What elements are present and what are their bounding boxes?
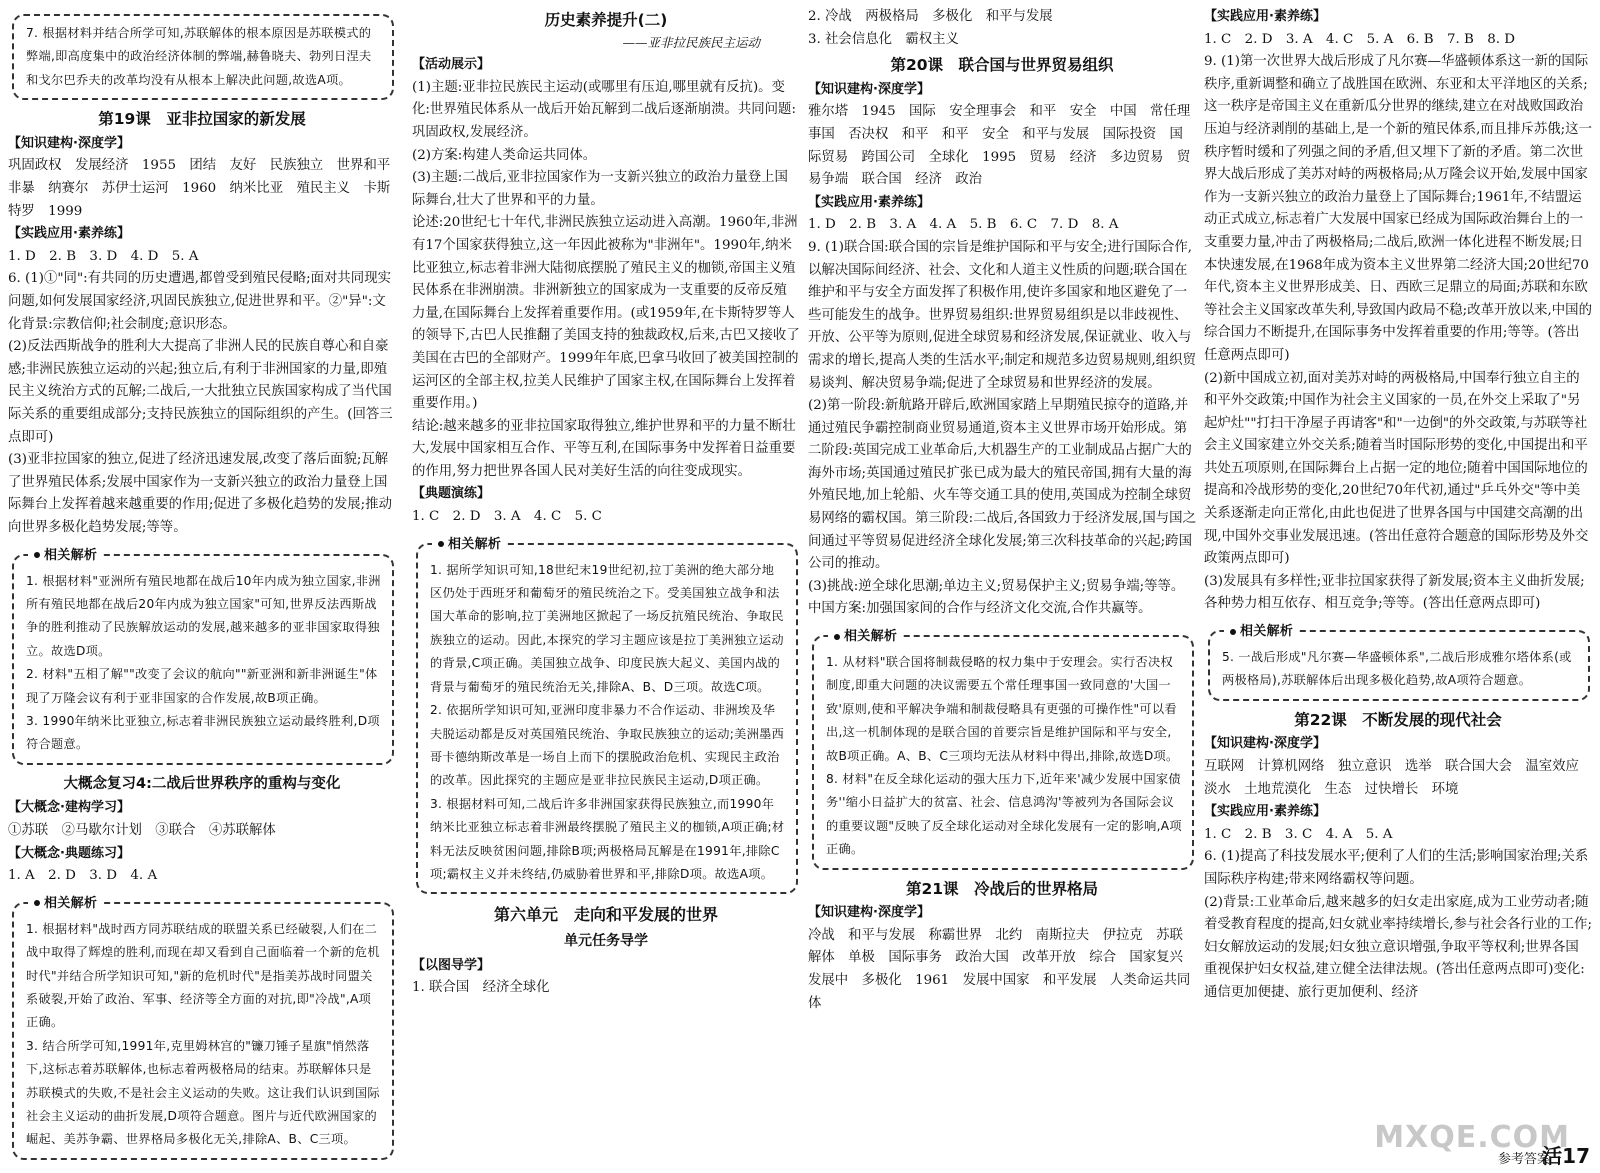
analysis-item: 1. 根据材料"亚洲所有殖民地都在战后10年内成为独立国家,非洲所有殖民地都在战后20年内成为独立国家"可知,世界反法西斯战争的胜利推动了民族解放运动的发展,越来越多的亚非国家取得独立。故选D项。 — [26, 573, 381, 658]
column-4 — [1204, 6, 1592, 1005]
section-activity: 【活动展示】 — [412, 57, 491, 73]
analysis-item: 1. 据所学知识可知,18世纪末19世纪初,拉丁美洲的绝大部分地区仍处于西班牙和葡萄牙的殖民统治之下。受美国独立战争和法国大革命的影响,拉丁美洲地区掀起了一场反抗殖民统治、争取民族独立的运动。因此,本探究的学习主题应该是拉丁美洲独立运动的背景,C项正确。美国独立战争、印度民族大起义、美国内战的背景与葡萄牙的殖民统治无关,排除A、B、D三项。故选C项。 — [430, 562, 784, 694]
section-knowledge: 【知识建构·深度学】 — [808, 905, 930, 921]
section-knowledge: 【知识建构·深度学】 — [8, 135, 130, 151]
column-3 — [808, 6, 1196, 1015]
analysis-item: 2. 材料"五相了解""改变了会议的航向""新亚洲和新非洲诞生"体现了万隆会议有利于亚非国家的合作发展,故B项正确。 — [26, 667, 378, 705]
analysis-item: 2. 依据所学知识可知,亚洲印度非暴力不合作运动、非洲埃及华夫脱运动都是反对英国殖民统治、争取民族独立的运动;美洲墨西哥卡德纳斯改革是一场自上而下的摆脱政治危机、实现民主政治的改革。因此探究的主题应是亚非拉民族民主运动,D项正确。 — [430, 703, 785, 788]
page-number: 活17 — [1542, 1144, 1590, 1168]
section-subtitle: ——亚非拉民族民主运动 — [622, 34, 760, 50]
section-practice: 【实践应用·素养练】 — [8, 226, 130, 242]
map-text: 1. 联合国 经济全球化 — [412, 980, 550, 996]
section-practice: 【实践应用·素养练】 — [1204, 9, 1326, 24]
question-9-part: (2)第一阶段:新航路开辟后,欧洲国家踏上早期殖民掠夺的道路,并通过殖民争霸控制商业贸易通道,资本主义世界市场开始形成。第二阶段:英国完成工业革命后,大机器生产的工业制成品占据广大的海外市场;英国通过殖民扩张已成为最大的殖民帝国,拥有大量的海外殖民地,加上轮船、火车等交通工具的使用,英国成为控制全球贸易网络的霸权国。第三阶段:二战后,各国致力于经济发展,国与国之间通过平等贸易促进经济全球化发展;第三次科技革命的兴起;跨国公司的推动。 — [808, 398, 1196, 572]
lesson-21-title: 第21课 冷战后的世界格局 — [905, 879, 1099, 898]
lesson-19-title: 第19课 亚非拉国家的新发展 — [98, 110, 306, 129]
section-big-concept-learn: 【大概念·建构学习】 — [8, 800, 130, 816]
answer-key: 1. C 2. D 3. A 4. C 5. A 6. B 7. B 8. D — [1204, 31, 1515, 47]
knowledge-text: 冷战 和平与发展 称霸世界 北约 南斯拉夫 伊拉克 苏联解体 单极 国际事务 政治大国 改革开放 综合 国家复兴 发展中 多极化 1961 发展中国家 和平发展 人类命运共同体 — [808, 927, 1197, 1011]
column-2 — [412, 6, 800, 1000]
analysis-box — [416, 536, 798, 895]
answer-key: 1. C 2. D 3. A 4. C 5. C — [412, 509, 602, 525]
question-9-part: 9. (1)第一次世界大战后形成了凡尔赛—华盛顿体系这一新的国际秩序,重新调整和确立了战胜国在欧洲、东亚和太平洋地区的关系;这一秩序是帝国主义在重新瓜分世界的继续,建立在对战败国政治压迫与经济剥削的基础上,是一个新的殖民体系,而且排斥苏俄;这一秩序暂时缓和了列强之间的矛盾,但又埋下了新的矛盾。第二次世界大战后形成了美苏对峙的两极格局;从万隆会议开始,发展中国家作为一支新兴独立的政治力量登上了国际舞台;1961年,不结盟运动正式成立,标志着广大发展中国家已经成为国际政治舞台上的一支重要力量,冲击了两极格局;二战后,欧洲一体化进程不断发展;日本快速发展,在1968年成为资本主义世界第二经济大国;20世纪70年代,资本主义世界形成美、日、西欧三足鼎立的局面;苏联和东欧等社会主义国家改革失利,导致国内政局不稳;改革开放以来,中国的综合国力不断提升,在国际事务中发挥着重要的作用;等等。(答出任意两点即可) — [1204, 54, 1592, 363]
activity-item: (1)主题:亚非拉民族民主运动(或哪里有压迫,哪里就有反抗)。变化:世界殖民体系从一战后开始瓦解到二战后逐渐崩溃。共同问题:巩固政权,发展经济。 — [412, 79, 796, 140]
analysis-item: 1. 从材料"联合国将制裁侵略的权力集中于安理会。实行否决权制度,即重大问题的决议需要五个常任理事国一致同意的'大国一致'原则,使和平解决争端和制裁侵略具有更强的可操作性"可以看出,这一机制体现的是联合国的首要宗旨是维护国际和平与安全,故B项正确。A、B、C三项均无法从材料中得出,排除,故选D项。 — [826, 655, 1179, 763]
question-6-part: (2)背景:工业革命后,越来越多的妇女走出家庭,成为工业劳动者;随着受教育程度的提高,妇女就业率持续增长,参与社会各行业的工作;妇女解放运动的发展;妇女独立意识增强,争取平等权利;世界各国重视保护妇女权益,建立健全法律法规。(答出任意两点即可)变化:通信更加便捷、旅行更加便利、经济 — [1204, 894, 1592, 1000]
question-9-part: (3)挑战:逆全球化思潮;单边主义;贸易保护主义;贸易争端;等等。中国方案:加强国家间的合作与经济文化交流,合作共赢等。 — [808, 578, 1185, 617]
analysis-item: 3. 结合所学可知,1991年,克里姆林宫的"镰刀锤子星旗"悄然落下,这标志着苏联解体,也标志着两极格局的结束。苏联解体只是苏联模式的失败,不是社会主义运动的失败。这让我们认识到国际社会主义运动的曲折发展,D项符合题意。图片与近代欧洲国家的崛起、美苏争霸、世界格局多极化无关,排除A、B、C三项。 — [26, 1038, 380, 1147]
big-concept-title: 大概念复习4:二战后世界秩序的重构与变化 — [63, 775, 341, 792]
bullet-icon — [34, 552, 40, 558]
bullet-icon — [1230, 629, 1236, 635]
analysis-label: 相关解析 — [844, 629, 898, 645]
knowledge-text: 雅尔塔 1945 国际 安全理事会 和平 安全 中国 常任理事国 否决权 和平 和平 安全 和平与发展 国际投资 国际贸易 跨国公司 全球化 1995 贸易 经济 多边贸易 贸易争端 联合国 经济 政治 — [808, 104, 1191, 188]
bullet-icon — [34, 900, 40, 906]
section-knowledge: 【知识建构·深度学】 — [808, 81, 930, 97]
unit-title: 第六单元 走向和平发展的世界 — [493, 905, 718, 925]
question-6-part: 6. (1)提高了科技发展水平;便利了人们的生活;影响国家治理;关系国际秩序构建;带来网络霸权等问题。 — [1204, 849, 1589, 887]
section-title: 历史素养提升(二) — [544, 11, 668, 29]
lesson-20-title: 第20课 联合国与世界贸易组织 — [890, 56, 1114, 75]
question-6-part-1: 6. (1)①"同":有共同的历史遭遇,都曾受到殖民侵略;面对共同现实问题,如何发展国家经济,巩固民族独立,促进世界和平。②"异":文化背景:宗教信仰;社会制度;意识形态。 — [8, 271, 391, 332]
answer-key: 1. D 2. B 3. A 4. A 5. B 6. C 7. D 8. A — [808, 217, 1119, 233]
big-concept-text: ①苏联 ②马歇尔计划 ③联合 ④苏联解体 — [8, 822, 276, 838]
answer-key: 1. C 2. B 3. C 4. A 5. A — [1204, 826, 1393, 842]
bullet-icon — [834, 634, 840, 640]
analysis-label: 相关解析 — [448, 536, 502, 552]
question-6-part-2: (2)反法西斯战争的胜利大大提高了非洲人民的民族自尊心和自豪感;非洲民族独立运动的兴起;独立后,有利于非洲国家的力量,即殖民主义统治方式的瓦解;二战后,一大批独立民族国家构成了当代国际关系的重要组成部分;支持民族独立的国际组织的产生。(回答三点即可) — [8, 339, 393, 445]
analysis-box — [812, 629, 1194, 870]
question-9-part: (2)新中国成立初,面对美苏对峙的两极格局,中国奉行独立自主的和平外交政策;中国作为社会主义国家的一员,在外交上采取了"另起炉灶""打扫干净屋子再请客"和"一边倒"的外交政策,与苏联等社会主义国家建立外交关系;随着当时国际形势的变化,中国提出和平共处五项原则,在国际舞台上占据一定的地位;随着中国国际地位的提高和冷战形势的变化,20世纪70年代初,通过"乒乓外交"等中美关系逐渐走向正常化,由此也促进了世界各国与中国建交高潮的出现,中国外交事业发展迅速。(答出任意符合题意的国际形势及外交政策两点即可) — [1204, 370, 1589, 567]
activity-item: (3)主题:二战后,亚非拉国家作为一支新兴独立的政治力量登上国际舞台,壮大了世界和平的力量。 — [412, 170, 788, 208]
lesson-22-title: 第22课 不断发展的现代社会 — [1294, 710, 1502, 729]
analysis-box — [1208, 624, 1590, 701]
unit-subtitle: 单元任务导学 — [564, 932, 648, 949]
question-9-part: 9. (1)联合国:联合国的宗旨是维护国际和平与安全;进行国际合作,以解决国际间经济、社会、文化和人道主义性质的问题;联合国在维护和平与安全方面发挥了积极作用,使许多国家和地区避免了一些可能发生的战争。世界贸易组织:世界贸易组织是以非歧视性、开放、公平等为原则,促进全球贸易和经济发展,保证就业、收入与需求的增长,提高人类的生活水平;制定和规范多边贸易规则,组织贸易谈判、解决贸易争端;促进了全球贸易和世界经济的发展。 — [808, 239, 1196, 391]
question-9-part: (3)发展具有多样性;亚非拉国家获得了新发展;资本主义曲折发展;各种势力相互依存、相互竞争;等等。(答出任意两点即可) — [1204, 573, 1585, 612]
question-6-part-3: (3)亚非拉国家的独立,促进了经济迅速发展,改变了落后面貌;瓦解了世界殖民体系;发展中国家作为一支新兴独立的政治力量登上国际舞台上发挥着越来越重要的作用;促进了多极化趋势的发展;推动向世界多极化趋势发展;等等。 — [8, 452, 392, 535]
analysis-item: 3. 1990年纳米比亚独立,标志着非洲民族独立运动最终胜利,D项符合题意。 — [26, 713, 380, 752]
watermark: MXQE.COM — [1374, 1120, 1570, 1155]
section-drill: 【典题演练】 — [412, 486, 491, 502]
activity-item: 结论:越来越多的亚非拉国家取得独立,维护世界和平的力量不断壮大,发展中国家相互合作、平等互利,在国际事务中发挥着日益重要的作用,努力把世界各国人民对美好生活的向往变成现实。 — [412, 418, 796, 479]
knowledge-text: 巩固政权 发展经济 1955 团结 友好 民族独立 世界和平 非暴 纳赛尔 苏伊士运河 1960 纳米比亚 殖民主义 卡斯特罗 1999 — [8, 158, 404, 219]
section-practice: 【实践应用·素养练】 — [808, 194, 930, 210]
analysis-item: 8. 材料"在反全球化运动的强大压力下,近年来'减少发展中国家债务''缩小日益扩大的贫富、社会、信息鸿沟'等被列为各国际会议的重要议题"反映了反全球化运动对全球化发展有一定的影响,A项正确。 — [826, 772, 1182, 857]
section-map: 【以图导学】 — [412, 957, 491, 973]
analysis-label: 相关解析 — [1240, 624, 1294, 640]
analysis-item: 7. 根据材料并结合所学可知,苏联解体的根本原因是苏联模式的弊端,即高度集中的政治经济体制的弊端,赫鲁晓夫、勃列日涅夫和戈尔巴乔夫的改革均没有从根本上解决此问题,故选A项。 — [26, 26, 372, 87]
activity-item: 论述:20世纪七十年代,非洲民族独立运动进入高潮。1960年,非洲有17个国家获得独立,这一年因此被称为"非洲年"。1990年,纳米比亚独立,标志着非洲大陆彻底摆脱了殖民主义的枷锁,帝国主义殖民体系在非洲崩溃。非洲新独立的国家成为一支重要的反帝反殖力量,在国际舞台上发挥着重要作用。(或1959年,在卡斯特罗等人的领导下,古巴人民推翻了美国支持的独裁政权,后来,古巴又接收了美国在古巴的全部财产。1999年年底,巴拿马收回了被美国控制的运河区的全部主权,拉美人民维护了国家主权,在国际舞台上发挥着重要作用。) — [412, 215, 800, 412]
bullet-icon — [438, 541, 444, 547]
answer-line: 2. 冷战 两极格局 多极化 和平与发展 — [808, 9, 1053, 24]
activity-item: (2)方案:构建人类命运共同体。 — [412, 147, 597, 163]
section-big-concept-practice: 【大概念·典题练习】 — [8, 845, 130, 861]
analysis-box — [12, 547, 394, 765]
analysis-box — [12, 895, 394, 1160]
column-1 — [8, 6, 404, 1168]
analysis-item: 3. 根据材料可知,二战后许多非洲国家获得民族独立,而1990年纳米比亚独立标志着非洲最终摆脱了殖民主义的枷锁,A项正确;材料无法反映贫困问题,排除B项;两极格局瓦解是在1991年,排除C项;霸权主义并未终结,仍威胁着世界和平,排除D项。故选A项。 — [430, 796, 785, 881]
knowledge-text: 互联网 计算机网络 独立意识 选举 联合国大会 温室效应 淡水 土地荒漠化 生态 过快增长 环境 — [1204, 759, 1593, 797]
answer-key: 1. D 2. B 3. D 4. D 5. A — [8, 248, 199, 264]
analysis-label: 相关解析 — [44, 895, 98, 911]
answer-key: 1. A 2. D 3. D 4. A — [8, 868, 158, 884]
section-practice: 【实践应用·素养练】 — [1204, 804, 1326, 820]
analysis-item: 1. 根据材料"战时西方同苏联结成的联盟关系已经破裂,人们在二战中取得了辉煌的胜利,而现在却又看到自己面临着一个新的危机时代"并结合所学知识可知,"新的危机时代"是指美苏战时同盟关系破裂,开始了政治、军事、经济等全方面的对抗,即"冷战",A项正确。 — [26, 921, 380, 1030]
footer-label: 参考答案 — [1497, 1152, 1550, 1167]
section-knowledge: 【知识建构·深度学】 — [1204, 736, 1326, 752]
analysis-item: 5. 一战后形成"凡尔赛—华盛顿体系",二战后形成雅尔塔体系(或两极格局),苏联解体后出现多极化趋势,故A项符合题意。 — [1222, 650, 1572, 688]
analysis-label: 相关解析 — [44, 547, 98, 563]
answer-line: 3. 社会信息化 霸权主义 — [808, 31, 959, 47]
analysis-box-top — [12, 14, 394, 100]
